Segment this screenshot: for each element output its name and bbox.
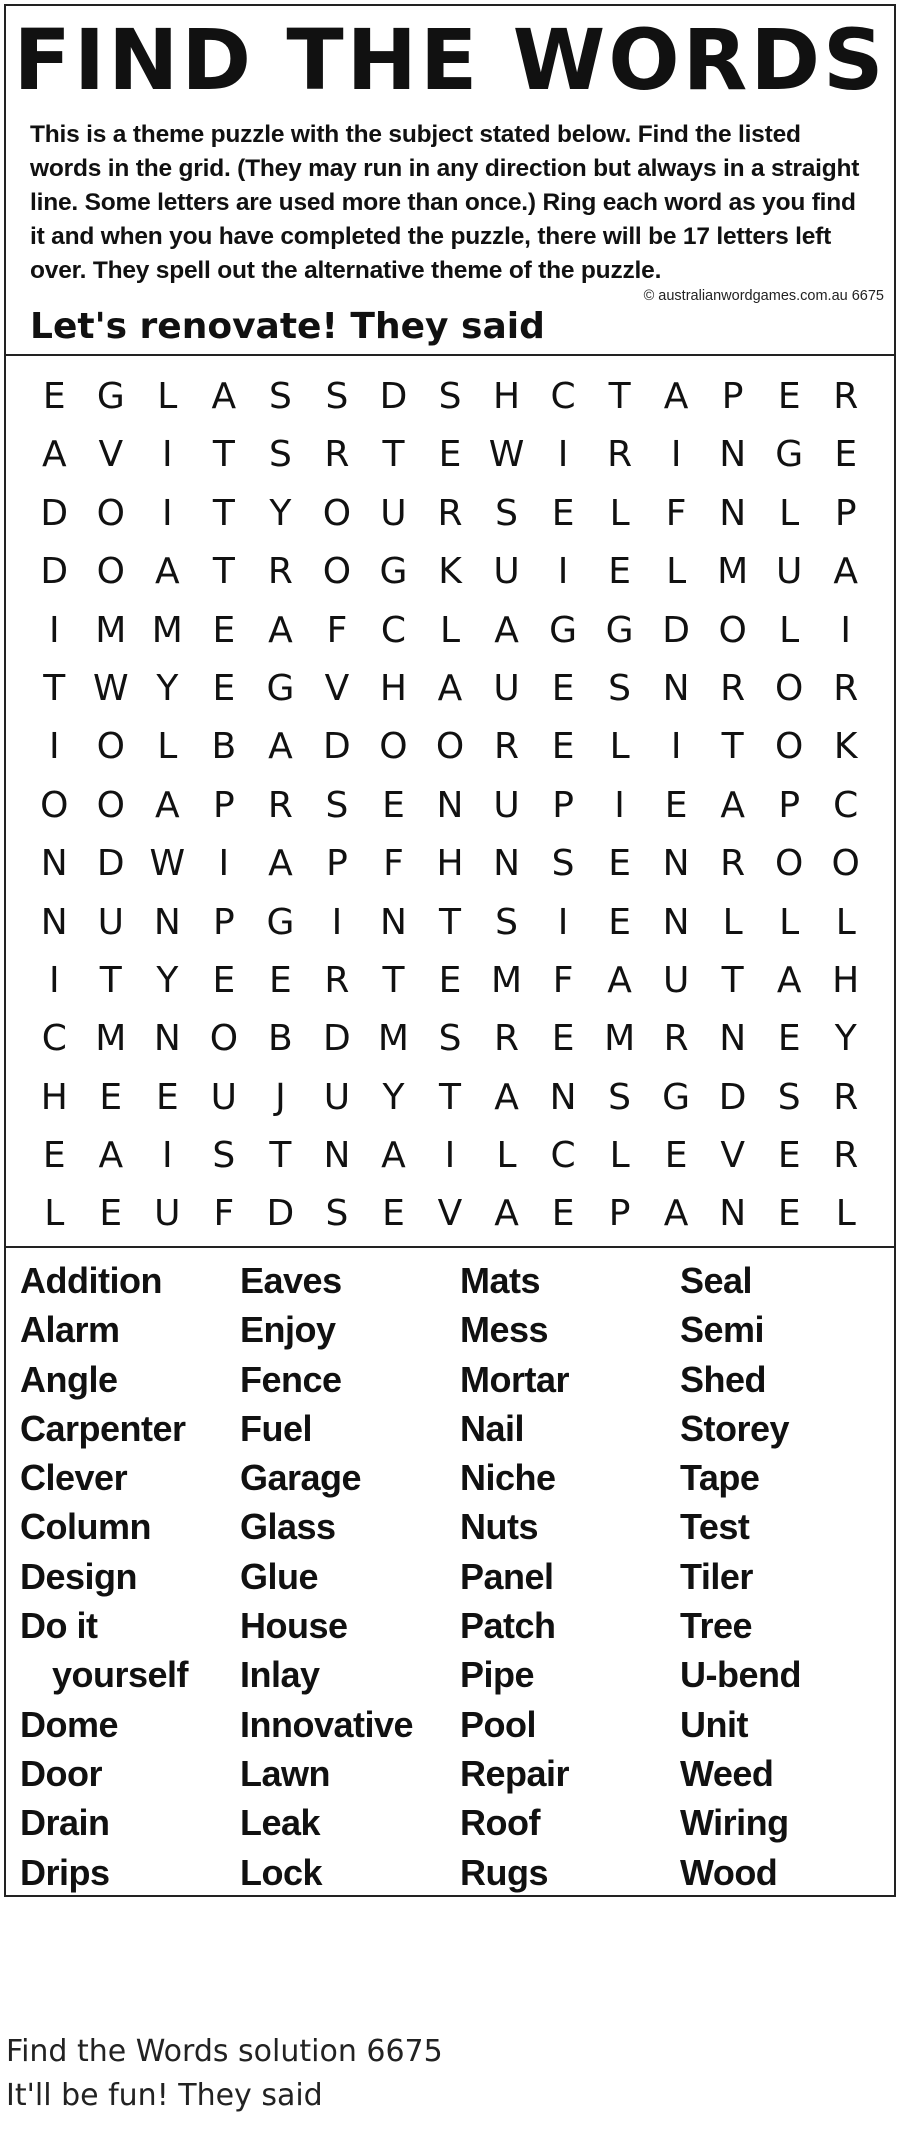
grid-letter[interactable]: N — [323, 1135, 351, 1177]
grid-letter[interactable]: U — [380, 492, 407, 534]
word-list-column — [20, 1256, 240, 1897]
grid-letter[interactable]: L — [609, 1135, 630, 1177]
grid-letter[interactable]: U — [323, 1076, 351, 1118]
word-list-item: Carpenter — [20, 1407, 186, 1449]
grid-letter[interactable]: G — [662, 1076, 691, 1118]
grid-letter[interactable]: E — [99, 1193, 123, 1235]
grid-letter[interactable]: A — [211, 376, 237, 417]
grid-letter[interactable]: E — [551, 726, 575, 768]
word-list-item: Test — [680, 1506, 750, 1548]
grid-letter[interactable]: N — [493, 843, 520, 885]
grid-letter[interactable]: R — [267, 551, 293, 593]
word-list-item: Nail — [460, 1407, 525, 1449]
grid-letter[interactable]: V — [720, 1135, 745, 1177]
grid-letter[interactable]: D — [40, 551, 69, 593]
grid-letter[interactable]: S — [212, 1135, 236, 1177]
grid-letter[interactable]: V — [324, 667, 350, 709]
grid-letter[interactable]: C — [833, 784, 859, 826]
grid-letter[interactable]: I — [218, 843, 230, 885]
grid-letter[interactable]: S — [777, 1076, 801, 1118]
grid-letter[interactable]: O — [718, 609, 747, 651]
grid-letter[interactable]: N — [436, 784, 464, 826]
word-list-item: yourself — [52, 1654, 189, 1696]
word-list-item: Clever — [20, 1457, 128, 1499]
grid-letter[interactable]: J — [275, 1076, 286, 1118]
grid-letter[interactable]: I — [162, 492, 173, 534]
grid-letter[interactable]: I — [162, 434, 173, 476]
grid-letter[interactable]: R — [267, 784, 293, 826]
grid-letter[interactable]: A — [381, 1135, 406, 1177]
grid-letter[interactable]: T — [438, 901, 461, 943]
grid-letter[interactable]: T — [382, 959, 405, 1001]
grid-letter[interactable]: T — [212, 434, 235, 476]
grid-letter[interactable]: F — [213, 1193, 235, 1235]
grid-letter[interactable]: L — [722, 901, 743, 943]
grid-letter[interactable]: L — [835, 901, 856, 943]
grid-letter[interactable]: D — [718, 1076, 747, 1118]
grid-letter[interactable]: L — [779, 492, 800, 534]
grid-letter[interactable]: P — [778, 784, 801, 826]
grid-letter[interactable]: Y — [269, 492, 292, 534]
grid-letter[interactable]: G — [605, 609, 634, 651]
grid-letter[interactable]: A — [155, 784, 180, 826]
grid-letter[interactable]: E — [42, 1135, 66, 1177]
grid-letter[interactable]: E — [382, 1193, 405, 1235]
grid-letter[interactable]: E — [664, 1135, 688, 1177]
grid-letter[interactable]: E — [212, 609, 236, 651]
grid-letter[interactable]: O — [831, 843, 860, 885]
grid-letter[interactable]: R — [494, 1018, 520, 1060]
grid-letter[interactable]: E — [438, 959, 462, 1001]
instructions-text: This is a theme puzzle with the subject stated below. Find the listed words in the grid. (They may run in any direction but always in a straight line. Some letters are used more than once.) Ring each word as you find it and when you have completed the puzzle, there will be 17 letters left over. They spell out the alternative theme of the puzzle. — [30, 121, 860, 284]
grid-letter[interactable]: R — [324, 434, 350, 476]
grid-letter[interactable]: E — [664, 784, 688, 826]
word-list-column — [240, 1256, 460, 1897]
grid-letter[interactable]: B — [268, 1018, 293, 1060]
grid-letter[interactable]: E — [608, 843, 631, 885]
grid-letter[interactable]: O — [322, 492, 352, 534]
grid-letter[interactable]: E — [42, 376, 66, 417]
grid-letter[interactable]: M — [95, 1018, 127, 1060]
grid-letter[interactable]: P — [213, 784, 235, 826]
word-list-item: Storey — [680, 1407, 790, 1449]
word-list-item: Column — [20, 1506, 151, 1548]
grid-letter[interactable]: A — [663, 376, 689, 417]
word-list-item: Roof — [460, 1802, 540, 1844]
grid-letter[interactable]: R — [833, 376, 859, 417]
grid-letter[interactable]: T — [438, 1076, 461, 1118]
solution-answer: It'll be fun! They said — [6, 2078, 323, 2113]
word-search-puzzle — [4, 4, 896, 1897]
word-list-item: Alarm — [20, 1309, 120, 1351]
grid-letter[interactable]: P — [552, 784, 574, 826]
grid-letter[interactable]: I — [162, 1135, 173, 1177]
word-list-item: Pool — [460, 1703, 536, 1745]
grid-letter[interactable]: I — [48, 959, 60, 1001]
grid-letter[interactable]: O — [775, 726, 804, 768]
grid-letter[interactable]: D — [323, 1018, 351, 1060]
grid-letter[interactable]: T — [212, 492, 235, 534]
grid-letter[interactable]: E — [608, 551, 631, 593]
word-list-item: Panel — [460, 1555, 554, 1597]
grid-letter[interactable]: Y — [382, 1076, 405, 1118]
grid-letter[interactable]: E — [551, 492, 575, 534]
grid-letter[interactable]: E — [438, 434, 462, 476]
grid-letter[interactable]: U — [493, 784, 520, 826]
word-list-item: Wiring — [680, 1802, 789, 1844]
grid-letter[interactable]: O — [775, 843, 804, 885]
grid-letter[interactable]: N — [153, 1018, 181, 1060]
grid-letter[interactable]: N — [40, 843, 68, 885]
grid-letter[interactable]: E — [269, 959, 292, 1001]
grid-letter[interactable]: H — [40, 1076, 68, 1118]
grid-letter[interactable]: M — [491, 959, 523, 1001]
grid-letter[interactable]: Y — [156, 959, 179, 1001]
grid-letter[interactable]: D — [323, 726, 351, 768]
grid-letter[interactable]: C — [380, 609, 407, 651]
solution-note — [6, 2030, 443, 2118]
grid-letter[interactable]: S — [325, 1193, 349, 1235]
grid-letter[interactable]: G — [775, 434, 804, 476]
grid-letter[interactable]: P — [834, 492, 857, 534]
grid-letter[interactable]: G — [96, 376, 125, 417]
grid-letter[interactable]: I — [840, 609, 852, 651]
word-list-item: Seal — [680, 1260, 753, 1301]
grid-letter[interactable]: A — [268, 843, 293, 885]
grid-letter[interactable]: M — [151, 609, 183, 651]
grid-letter[interactable]: U — [493, 551, 520, 593]
grid-letter[interactable]: N — [662, 901, 690, 943]
grid-letter[interactable]: A — [494, 1076, 519, 1118]
grid-letter[interactable]: O — [379, 726, 408, 768]
word-list-item: Drips — [20, 1851, 110, 1893]
grid-letter[interactable]: S — [495, 492, 518, 534]
word-list-item: Shed — [680, 1358, 767, 1400]
word-list-item: Eaves — [240, 1260, 342, 1301]
grid-letter[interactable]: N — [379, 901, 407, 943]
word-list-item: House — [240, 1605, 348, 1647]
grid-letter[interactable]: M — [604, 1018, 636, 1060]
grid-letter[interactable]: V — [437, 1193, 463, 1235]
grid-letter[interactable]: E — [212, 959, 236, 1001]
grid-letter[interactable]: W — [149, 843, 186, 885]
grid-letter[interactable]: A — [494, 1193, 519, 1235]
grid-letter[interactable]: N — [153, 901, 181, 943]
grid-letter[interactable]: I — [48, 726, 60, 768]
grid-letter[interactable]: P — [326, 843, 348, 885]
word-list-item: Addition — [20, 1260, 162, 1301]
word-list-item: Rugs — [460, 1851, 548, 1893]
grid-letter[interactable]: F — [552, 959, 574, 1001]
word-list-item: Unit — [680, 1703, 748, 1745]
word-list-item: Dome — [20, 1703, 119, 1745]
grid-letter[interactable]: W — [92, 667, 129, 709]
word-list-item: Lock — [240, 1851, 323, 1893]
grid-letter[interactable]: T — [382, 434, 405, 476]
word-list-item: U-bend — [680, 1654, 801, 1696]
word-list-item: Pipe — [460, 1654, 535, 1696]
grid-letter[interactable]: E — [212, 667, 236, 709]
grid-letter[interactable]: K — [833, 726, 858, 768]
word-list-item: Door — [20, 1752, 102, 1794]
grid-letter[interactable]: K — [438, 551, 462, 593]
grid-letter[interactable]: T — [721, 959, 744, 1001]
grid-letter[interactable]: R — [833, 1135, 859, 1177]
grid-letter[interactable]: V — [98, 434, 124, 476]
grid-letter[interactable]: E — [777, 376, 801, 417]
grid-letter[interactable]: R — [720, 843, 746, 885]
grid-letter[interactable]: D — [266, 1193, 295, 1235]
grid-letter[interactable]: E — [99, 1076, 123, 1118]
word-list-item: Glass — [240, 1506, 336, 1548]
grid-letter[interactable]: I — [48, 609, 60, 651]
grid-letter[interactable]: H — [436, 843, 464, 885]
letter-grid-section — [6, 356, 894, 1248]
grid-letter[interactable]: M — [95, 609, 127, 651]
grid-letter[interactable]: O — [209, 1018, 239, 1060]
grid-letter[interactable]: L — [496, 1135, 517, 1177]
grid-letter[interactable]: L — [835, 1193, 856, 1235]
grid-letter[interactable]: T — [269, 1135, 292, 1177]
word-list-item: Angle — [20, 1358, 118, 1400]
grid-letter[interactable]: R — [607, 434, 633, 476]
word-list-item: Tiler — [680, 1555, 753, 1597]
grid-letter[interactable]: D — [662, 609, 690, 651]
grid-letter[interactable]: T — [43, 667, 66, 709]
word-list-item: Wood — [680, 1851, 778, 1893]
grid-letter[interactable]: R — [720, 667, 746, 709]
grid-letter[interactable]: U — [154, 1193, 181, 1235]
grid-letter[interactable]: R — [833, 667, 859, 709]
grid-letter[interactable]: E — [777, 1018, 801, 1060]
grid-letter[interactable]: M — [717, 551, 749, 593]
grid-letter[interactable]: T — [608, 376, 631, 417]
grid-letter[interactable]: O — [96, 492, 125, 534]
grid-letter[interactable]: S — [551, 843, 575, 885]
grid-letter[interactable]: O — [96, 726, 125, 768]
grid-letter[interactable]: L — [666, 551, 687, 593]
grid-letter[interactable]: O — [96, 784, 125, 826]
word-list-item: Garage — [240, 1457, 362, 1499]
grid-letter[interactable]: A — [833, 551, 859, 593]
word-list-item: Enjoy — [240, 1309, 336, 1351]
grid-letter[interactable]: S — [438, 376, 462, 417]
grid-letter[interactable]: A — [607, 959, 632, 1001]
grid-letter[interactable]: E — [551, 1193, 575, 1235]
grid-letter[interactable]: S — [325, 376, 349, 417]
grid-letter[interactable]: N — [549, 1076, 577, 1118]
grid-letter[interactable]: P — [721, 376, 744, 417]
grid-letter[interactable]: I — [557, 434, 569, 476]
grid-letter[interactable]: G — [266, 901, 295, 943]
grid-letter[interactable]: S — [325, 784, 349, 826]
word-list-item: Mats — [460, 1260, 541, 1301]
word-list-column — [460, 1256, 680, 1897]
grid-letter[interactable]: T — [212, 551, 235, 593]
grid-letter[interactable]: U — [776, 551, 803, 593]
grid-letter[interactable]: B — [211, 726, 237, 768]
grid-letter[interactable]: I — [557, 901, 569, 943]
grid-letter[interactable]: I — [557, 551, 569, 593]
word-list-item: Design — [20, 1555, 138, 1597]
grid-letter[interactable]: I — [670, 726, 682, 768]
grid-letter[interactable]: A — [98, 1135, 124, 1177]
grid-letter[interactable]: H — [379, 667, 407, 709]
grid-letter[interactable]: U — [210, 1076, 238, 1118]
grid-letter[interactable]: A — [776, 959, 802, 1001]
grid-letter[interactable]: N — [719, 1018, 747, 1060]
grid-letter[interactable]: S — [268, 376, 292, 417]
grid-letter[interactable]: I — [614, 784, 625, 826]
grid-letter[interactable]: L — [779, 901, 800, 943]
grid-letter[interactable]: S — [268, 434, 292, 476]
grid-letter[interactable]: R — [494, 726, 520, 768]
grid-letter[interactable]: C — [41, 1018, 67, 1060]
grid-letter[interactable]: A — [268, 726, 293, 768]
word-list-item: Drain — [20, 1802, 110, 1844]
word-list-item: Fuel — [240, 1407, 313, 1449]
grid-letter[interactable]: N — [719, 434, 747, 476]
grid-letter[interactable]: E — [777, 1193, 801, 1235]
grid-letter[interactable]: R — [437, 492, 463, 534]
grid-letter[interactable]: U — [662, 959, 690, 1001]
grid-letter[interactable]: Y — [834, 1018, 857, 1060]
word-list-item: Lawn — [240, 1752, 331, 1794]
puzzle-title: FIND THE WORDS — [13, 11, 887, 109]
grid-letter[interactable]: U — [97, 901, 124, 943]
word-list-item: Tape — [680, 1457, 760, 1499]
word-list-item: Fence — [240, 1358, 342, 1400]
grid-letter[interactable]: T — [99, 959, 122, 1001]
grid-letter[interactable]: N — [719, 492, 747, 534]
grid-letter[interactable]: L — [157, 376, 178, 417]
word-list-item: Mess — [460, 1309, 549, 1351]
grid-letter[interactable]: E — [608, 901, 631, 943]
grid-letter[interactable]: N — [662, 667, 690, 709]
grid-letter[interactable]: A — [155, 551, 180, 593]
grid-letter[interactable]: E — [834, 434, 858, 476]
grid-letter[interactable]: L — [609, 492, 630, 534]
grid-letter[interactable]: E — [551, 1018, 575, 1060]
grid-letter[interactable]: S — [608, 1076, 632, 1118]
grid-letter[interactable]: A — [494, 609, 519, 651]
puzzle-theme: Let's renovate! They said — [30, 306, 545, 347]
grid-letter[interactable]: A — [437, 667, 463, 709]
word-list-column — [680, 1256, 900, 1897]
grid-letter[interactable]: M — [377, 1018, 409, 1060]
grid-letter[interactable]: O — [435, 726, 465, 768]
grid-letter[interactable]: G — [266, 667, 295, 709]
grid-letter[interactable]: L — [779, 609, 800, 651]
grid-letter[interactable]: L — [157, 726, 178, 768]
grid-letter[interactable]: P — [213, 901, 235, 943]
grid-letter[interactable]: Y — [156, 667, 179, 709]
grid-letter[interactable]: N — [662, 843, 690, 885]
puzzle-header — [6, 6, 894, 356]
grid-letter[interactable]: H — [492, 376, 521, 417]
word-list-item: Do it — [20, 1605, 98, 1647]
grid-letter[interactable]: E — [382, 784, 405, 826]
grid-letter[interactable]: O — [775, 667, 804, 709]
grid-letter[interactable]: F — [665, 492, 687, 534]
word-list-item: Niche — [460, 1457, 556, 1499]
grid-letter[interactable]: P — [608, 1193, 631, 1235]
grid-letter[interactable]: D — [96, 843, 125, 885]
grid-letter[interactable]: L — [44, 1193, 65, 1235]
grid-letter[interactable]: S — [438, 1018, 462, 1060]
grid-letter[interactable]: C — [550, 376, 576, 417]
word-list-item: Tree — [680, 1605, 753, 1647]
grid-letter[interactable]: D — [40, 492, 69, 534]
grid-letter[interactable]: I — [670, 434, 682, 476]
grid-letter[interactable]: N — [40, 901, 68, 943]
copyright-credit: © australianwordgames.com.au 6675 — [643, 288, 884, 304]
grid-letter[interactable]: R — [663, 1018, 689, 1060]
word-list-item: Inlay — [240, 1654, 320, 1696]
grid-letter[interactable]: T — [721, 726, 744, 768]
word-list-item: Nuts — [460, 1506, 538, 1548]
grid-letter[interactable]: E — [551, 667, 575, 709]
word-list-item: Repair — [460, 1752, 570, 1794]
grid-letter[interactable]: H — [832, 959, 860, 1001]
grid-letter[interactable]: S — [495, 901, 518, 943]
grid-letter[interactable]: A — [663, 1193, 689, 1235]
grid-letter[interactable]: F — [326, 609, 348, 651]
grid-letter[interactable]: I — [331, 901, 343, 943]
grid-letter[interactable]: W — [488, 434, 525, 476]
grid-letter[interactable]: G — [549, 609, 578, 651]
grid-letter[interactable]: G — [379, 551, 408, 593]
word-list-item: Semi — [680, 1309, 765, 1351]
grid-letter[interactable]: F — [383, 843, 404, 885]
grid-letter[interactable]: O — [96, 551, 125, 593]
word-list — [6, 1248, 894, 1895]
grid-letter[interactable]: U — [493, 667, 520, 709]
grid-letter[interactable]: A — [720, 784, 745, 826]
grid-letter[interactable]: D — [379, 376, 408, 417]
grid-letter[interactable]: L — [609, 726, 630, 768]
grid-letter[interactable]: O — [322, 551, 352, 593]
word-list-item: Mortar — [460, 1358, 570, 1400]
grid-letter[interactable]: S — [608, 667, 632, 709]
solution-title: Find the Words solution 6675 — [6, 2034, 443, 2069]
grid-letter[interactable]: A — [41, 434, 67, 476]
grid-letter[interactable]: E — [155, 1076, 179, 1118]
letter-grid — [26, 368, 874, 1244]
grid-letter[interactable]: N — [719, 1193, 747, 1235]
grid-letter[interactable]: R — [833, 1076, 859, 1118]
grid-letter[interactable]: L — [439, 609, 461, 651]
word-list-item: Glue — [240, 1555, 319, 1597]
grid-letter[interactable]: R — [324, 959, 350, 1001]
grid-letter[interactable]: C — [550, 1135, 576, 1177]
word-list-item: Leak — [240, 1802, 321, 1844]
grid-letter[interactable]: I — [444, 1135, 456, 1177]
word-list-item: Patch — [460, 1605, 556, 1647]
word-list-item: Innovative — [240, 1703, 414, 1745]
grid-letter[interactable]: O — [40, 784, 69, 826]
grid-letter[interactable]: E — [777, 1135, 801, 1177]
word-list-item: Weed — [680, 1752, 774, 1794]
grid-letter[interactable]: A — [268, 609, 293, 651]
